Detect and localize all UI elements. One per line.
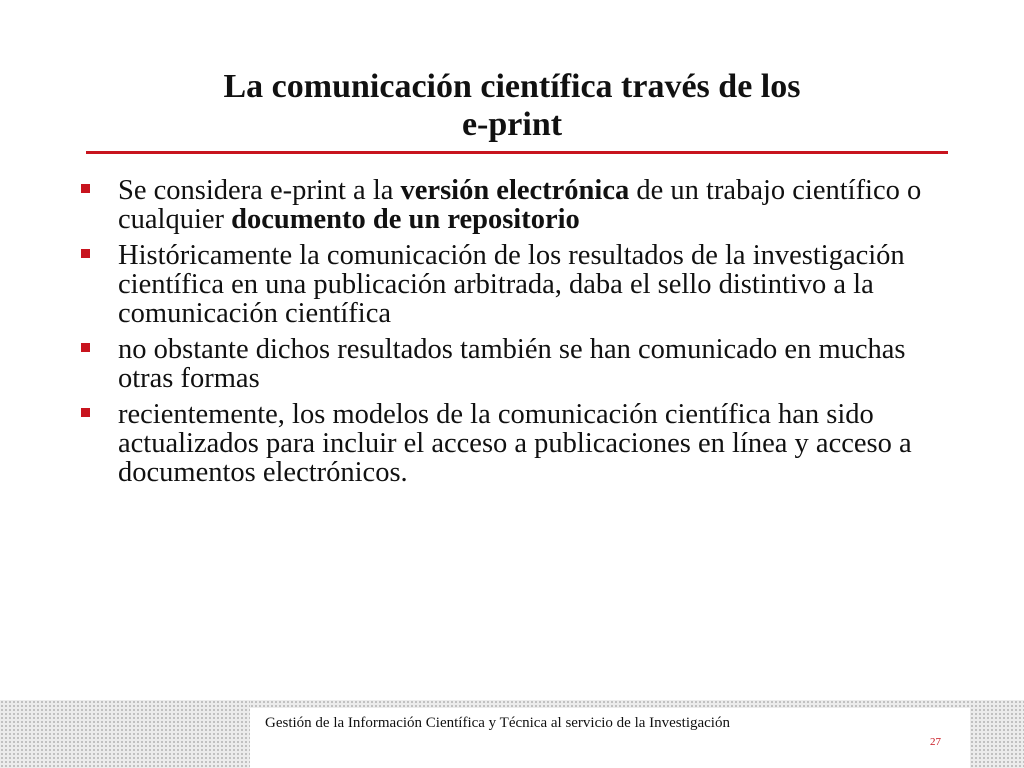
bullet-item [78, 335, 938, 393]
bullet-list [78, 176, 938, 494]
bullet-text: Históricamente la comunicación de los resultados de la investigación científica en una publicación arbitrada, daba el sello distintivo a la comunicación científica [118, 240, 905, 329]
bullet-emphasis: documento de un repositorio [231, 204, 580, 235]
footer-pattern-right [970, 700, 1024, 768]
slide-title-line-2: e-print [461, 106, 563, 143]
bullet-text: de un trabajo científico o cualquier [118, 175, 922, 235]
bullet-item [78, 176, 938, 234]
page-number: 27 [930, 736, 941, 748]
slide-title [60, 68, 964, 144]
footer-pattern-top [250, 700, 970, 708]
footer-text: Gestión de la Información Científica y Técnica al servicio de la Investigación [265, 715, 730, 731]
square-bullet-icon [81, 184, 90, 193]
footer-pattern-left [0, 700, 250, 768]
bullet-text: recientemente, los modelos de la comunicación científica han sido actualizados para incluir el acceso a publicaciones en línea y acceso a documentos electrónicos. [118, 399, 912, 488]
slide-title-line-1: La comunicación científica través de los [223, 68, 801, 105]
bullet-emphasis: versión electrónica [400, 175, 630, 206]
bullet-item [78, 400, 938, 487]
title-underline [86, 151, 948, 154]
square-bullet-icon [81, 408, 90, 417]
bullet-text: no obstante dichos resultados también se han comunicado en muchas otras formas [118, 334, 906, 394]
square-bullet-icon [81, 343, 90, 352]
bullet-text: Se considera e-print a la [118, 175, 401, 206]
square-bullet-icon [81, 249, 90, 258]
footer [0, 700, 1024, 768]
bullet-item [78, 241, 938, 328]
